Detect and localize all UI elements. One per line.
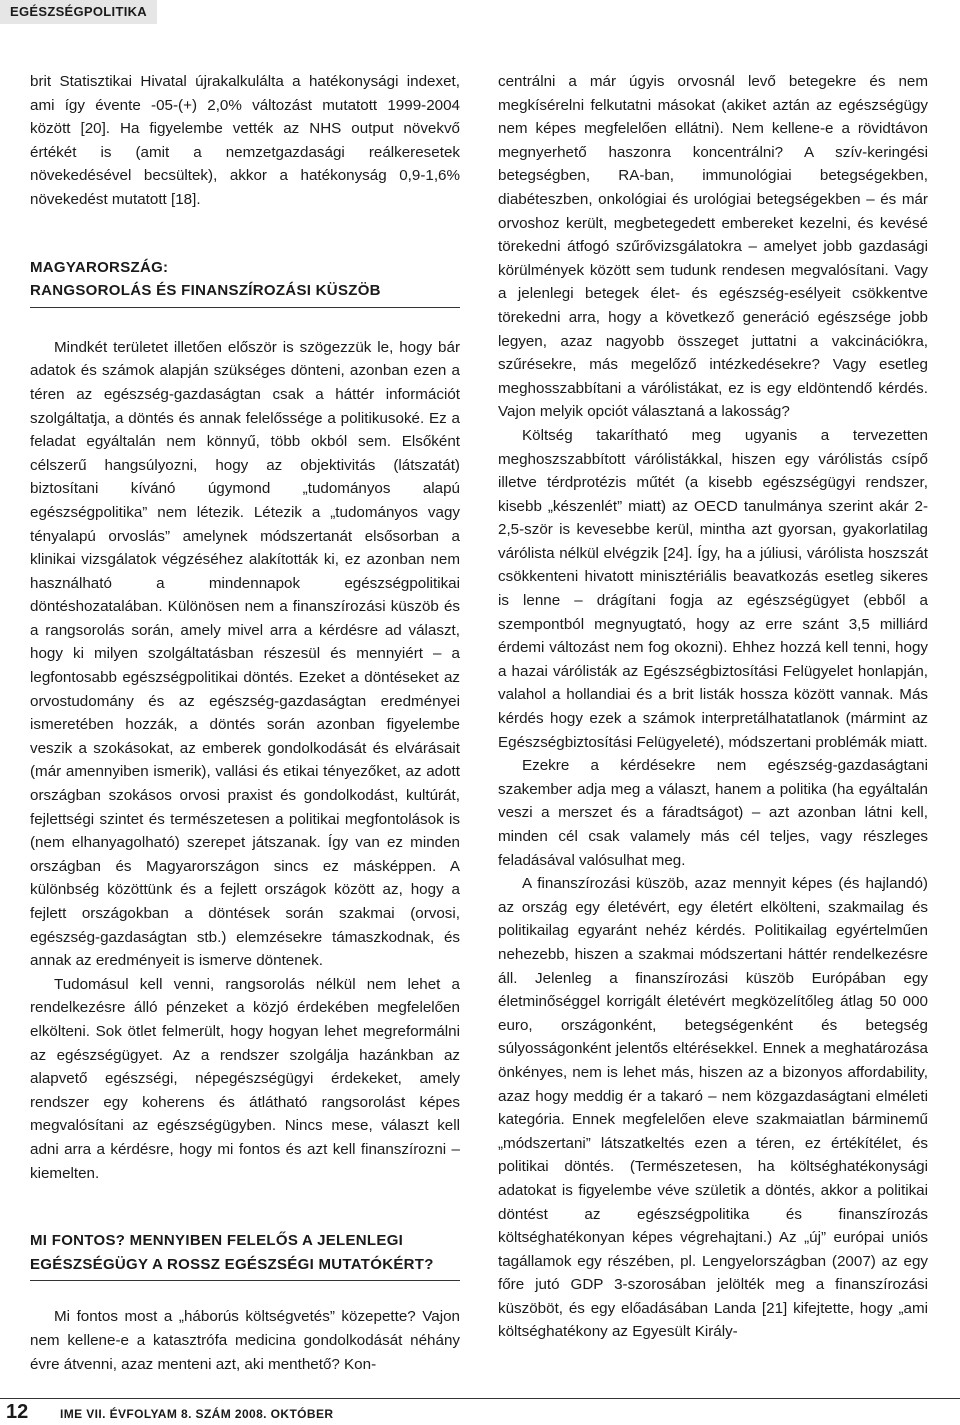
heading-line: MI FONTOS? MENNYIBEN FELELŐS A JELENLEGI — [30, 1232, 404, 1250]
paragraph: Mindkét területet illetően először is szögezzük le, hogy bár adatok és számok alapján szükséges dönteni, azonban ezen a téren az egészség-gazdaságtan csak a háttér információt szolgáltatja, a döntés és annak felelőssége a politikusoké. Ez a feladat egyáltalán nem könnyű, több okból sem. Elsőként célszerű hangsúlyozni, hogy az objektivitás (látszatát) biztosítani kívánó úgymond „tudományos alapú egészségpolitika” nem létezik. Létezik a „tudományos vagy tényalapú orvoslás” amelynek módszertanát elsősorban a klinikai vizsgálatok végzéséhez alakították ki, ez azonban nem használható a mindennapok egészségpolitikai döntéshozatalában. Különösen nem a finanszírozási küszöb és a rangsorolás során, amely mivel arra a kérdésre ad választ, hogy ki milyen szolgáltatásban részesül és mennyiért – a legfontosabb egészségpolitikai döntés. Ezeket a döntéseket az orvostudomány és az egészség-gazdaságtan eredményei ismeretében hozzák, a döntés során azonban figyelembe veszik a szokásokat, az emberek gondolkodását és elvárásait (már amennyiben ismerik), vallási és etikai tényezőket, az adott országban szokásos orvosi praxist és gondolkodást, kultúrát, fejlettségi szintet és természetesen a politikai megfontolások is (nem elhanyagolható) szerepet játszanak. Így van ez minden országban és Magyarországon sincs ez másképpen. A különbség közöttünk és a fejlett országok között az, hogy a fejlett országokban a döntések során szakmai (orvosi, egészség-gazdaságtan stb.) elemzésekre támaszkodnak, és annak az eredményeit is ismerve döntenek. — [30, 338, 460, 970]
heading-line: MAGYARORSZÁG: — [30, 258, 169, 276]
journal-info: IME VII. ÉVFOLYAM 8. SZÁM 2008. OKTÓBER — [60, 1407, 334, 1421]
section-heading — [30, 1229, 460, 1281]
page-number: 12 — [6, 1401, 29, 1423]
paragraph: Mi fontos most a „háborús költségvetés” közepette? Vajon nem kellene-e a katasztrófa medicina gondolkodását néhány évre átvenni, azaz menteni azt, aki menthető? Kon- — [30, 1308, 460, 1373]
paragraph: Költség takarítható meg ugyanis a tervezetten meghoszszabbított várólistákkal, hiszen egy várólistás csípő illetve térdprotézis műtét (a kisebb egészségügyi rendszer, kisebb „készenlét” miatt) az OECD tanulmánya szerint akár 2-2,5-ször is kevesebbe kerül, mintha azt gyorsan, gyakorlatilag várólista nélkül elvégzik [24]. Így, ha a júliusi, várólista hoszszát csökkenteni hivatott minisztériális beavatkozás esetleg sikeres is lenne – drágítani fogja az egészségügyet (ebből a szempontból megnyugtató, hogy az erre szánt 3,5 milliárd érdemi változást nem fog okozni). Ehhez hozzá kell tenni, hogy a hazai várólisták az Egészségbiztosítási Felügyelet honlapján, valahol a hollandiai és a brit listák hossza között vannak. Más kérdés hogy ezek a számok interpretálhatatlanok (mármint az Egészségbiztosítási Felügyeleté), módszertani problémák miatt. — [498, 426, 928, 751]
left-column — [30, 70, 460, 1376]
paragraph: Ezekre a kérdésekre nem egészség-gazdaságtani szakember adja meg a választ, hanem a politika (ha egyáltalán veszi a merszet és a fáradtságot) – azt azonban látni kell, minden cél csak valamely más cél teljes, vagy részleges feladásával valósulhat meg. — [498, 757, 928, 869]
paragraph: A finanszírozási küszöb, azaz mennyit képes (és hajlandó) az ország egy életévért, egy életért elkölteni, szakmailag és politikailag egyaránt nehéz kérdés. Politikailag egyértelműen nehezebb, hiszen a szakmai módszertani háttér rendelkezésre áll. Jelenleg a finanszírozási küszöb Európában egy életminőséggel korrigált életévért megközelítőleg átlag 50 000 euro, országonként, betegségenként és betegség súlyosságonként jelentős eltérésekkel. Ennek a meghatározása önkényes, nem is lehet más, hiszen az a bizonyos affordability, azaz hogy meddig ér a takaró – nem közgazdaságtani elméleti kategória. Ennek megfelelően eleve szakmaiatlan bárminemű „módszertani” látszatkeltés ezen a téren, ez értékítélet, és politikai döntés. (Természetesen, ha költséghatékonysági adatokat is figyelembe véve születik a döntés, akkor a politikai döntést az egészségpolitika és finanszírozás költséghatékonyan képes végrehajtani.) Az „új” európai uniós tagállamok egy részében, pl. Lengyelországban (2007) az egy főre jutó GDP 3-szorosában jelölték meg a finanszírozási küszöböt, és egy előadásában Landa [21] kifejtette, hogy „ami költséghatékony az Egyesült Király- — [498, 875, 928, 1341]
page-footer — [0, 1398, 960, 1425]
paragraph: Tudomásul kell venni, rangsorolás nélkül nem lehet a rendelkezésre álló pénzeket a közjó érdekében megfelelően elkölteni. Sok ötlet felmerült, hogy hogyan lehet megreformálni az egészségügyet. Az a rendszer szolgálja hazánkban az alapvető egészségi, népegészségügyi érdekeket, amely rendszer egy koherens és átlátható rangsorolást képes megvalósítani az egészségügyben. Nincs mese, választ kell adni arra a kérdésre, hogy mi fontos és azt kell finanszírozni – kiemelten. — [30, 975, 460, 1182]
paragraph: brit Statisztikai Hivatal újrakalkulálta a hatékonysági indexet, ami így évente -05-(+) 2,0% változást mutatott 1999-2004 között [20]. Ha figyelembe vették az NHS output növekvő értékét is (amit a nemzetgazdasági reálkeresetek növekedésével becsültek), akkor a hatékonyság 0,9-1,6% növekedést mutatott [18]. — [30, 73, 460, 208]
section-tag: EGÉSZSÉGPOLITIKA — [0, 0, 157, 24]
paragraph: centrálni a már úgyis orvosnál levő betegekre és nem megkísérelni felkutatni másokat (akiket aztán az egészségügy nem képes megfelelően ellátni). Nem kellene-e a rövidtávon megnyerhető haszonra koncentrálni? A szív-keringési betegségben, RA-ban, immunológiai betegségekben, diabéteszben, onkológiai és urológiai betegségekben – és már orvoshoz került, megbetegedett embereket kezelni, és kevésé törekedni átfogó szűrővizsgálatokra – amelyet jobb gazdasági körülmények között sem tudunk rendesen megvalósítani. Vagy a jelenlegi betegek élet- és egészség-esélyeit csökkentve törekedni arra, hogy a következő generáció egészsége jobb legyen, azaz nagyobb összeget juttatni a vakcinációkra, szűrésekre, más megelőző intézkedésekre? Vagy esetleg meghosszabbítani a várólistákat, ez is egy eldöntendő kérdés. Vajon melyik opciót választaná a lakosság? — [498, 73, 928, 421]
heading-line: RANGSOROLÁS ÉS FINANSZÍROZÁSI KÜSZÖB — [30, 282, 381, 300]
right-column — [498, 70, 928, 1344]
heading-line: EGÉSZSÉGÜGY A ROSSZ EGÉSZSÉGI MUTATÓKÉRT? — [30, 1255, 434, 1273]
section-heading — [30, 256, 460, 308]
